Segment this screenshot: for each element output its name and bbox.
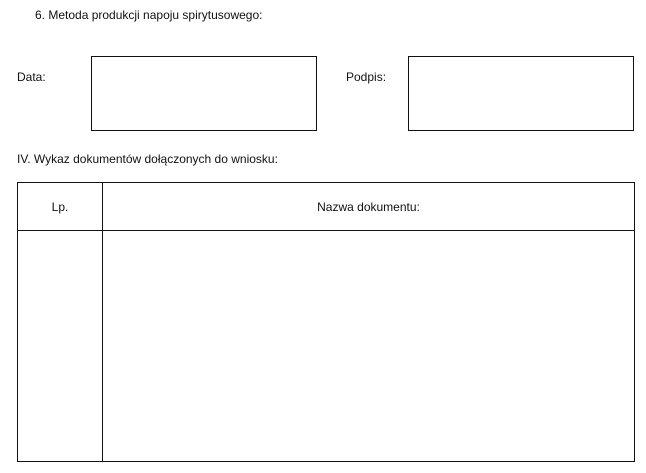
documents-table bbox=[17, 182, 635, 462]
date-label: Data: bbox=[17, 70, 46, 84]
date-field[interactable] bbox=[91, 56, 317, 131]
signature-label: Podpis: bbox=[346, 70, 387, 84]
column-header-document-name: Nazwa dokumentu: bbox=[317, 199, 420, 214]
header-divider bbox=[18, 230, 634, 231]
column-header-lp: Lp. bbox=[51, 199, 69, 214]
section-6-heading: 6. Metoda produkcji napoju spirytusowego: bbox=[35, 8, 263, 22]
signature-field[interactable] bbox=[408, 56, 634, 131]
section-iv-heading: IV. Wykaz dokumentów dołączonych do wniosku: bbox=[17, 152, 278, 166]
